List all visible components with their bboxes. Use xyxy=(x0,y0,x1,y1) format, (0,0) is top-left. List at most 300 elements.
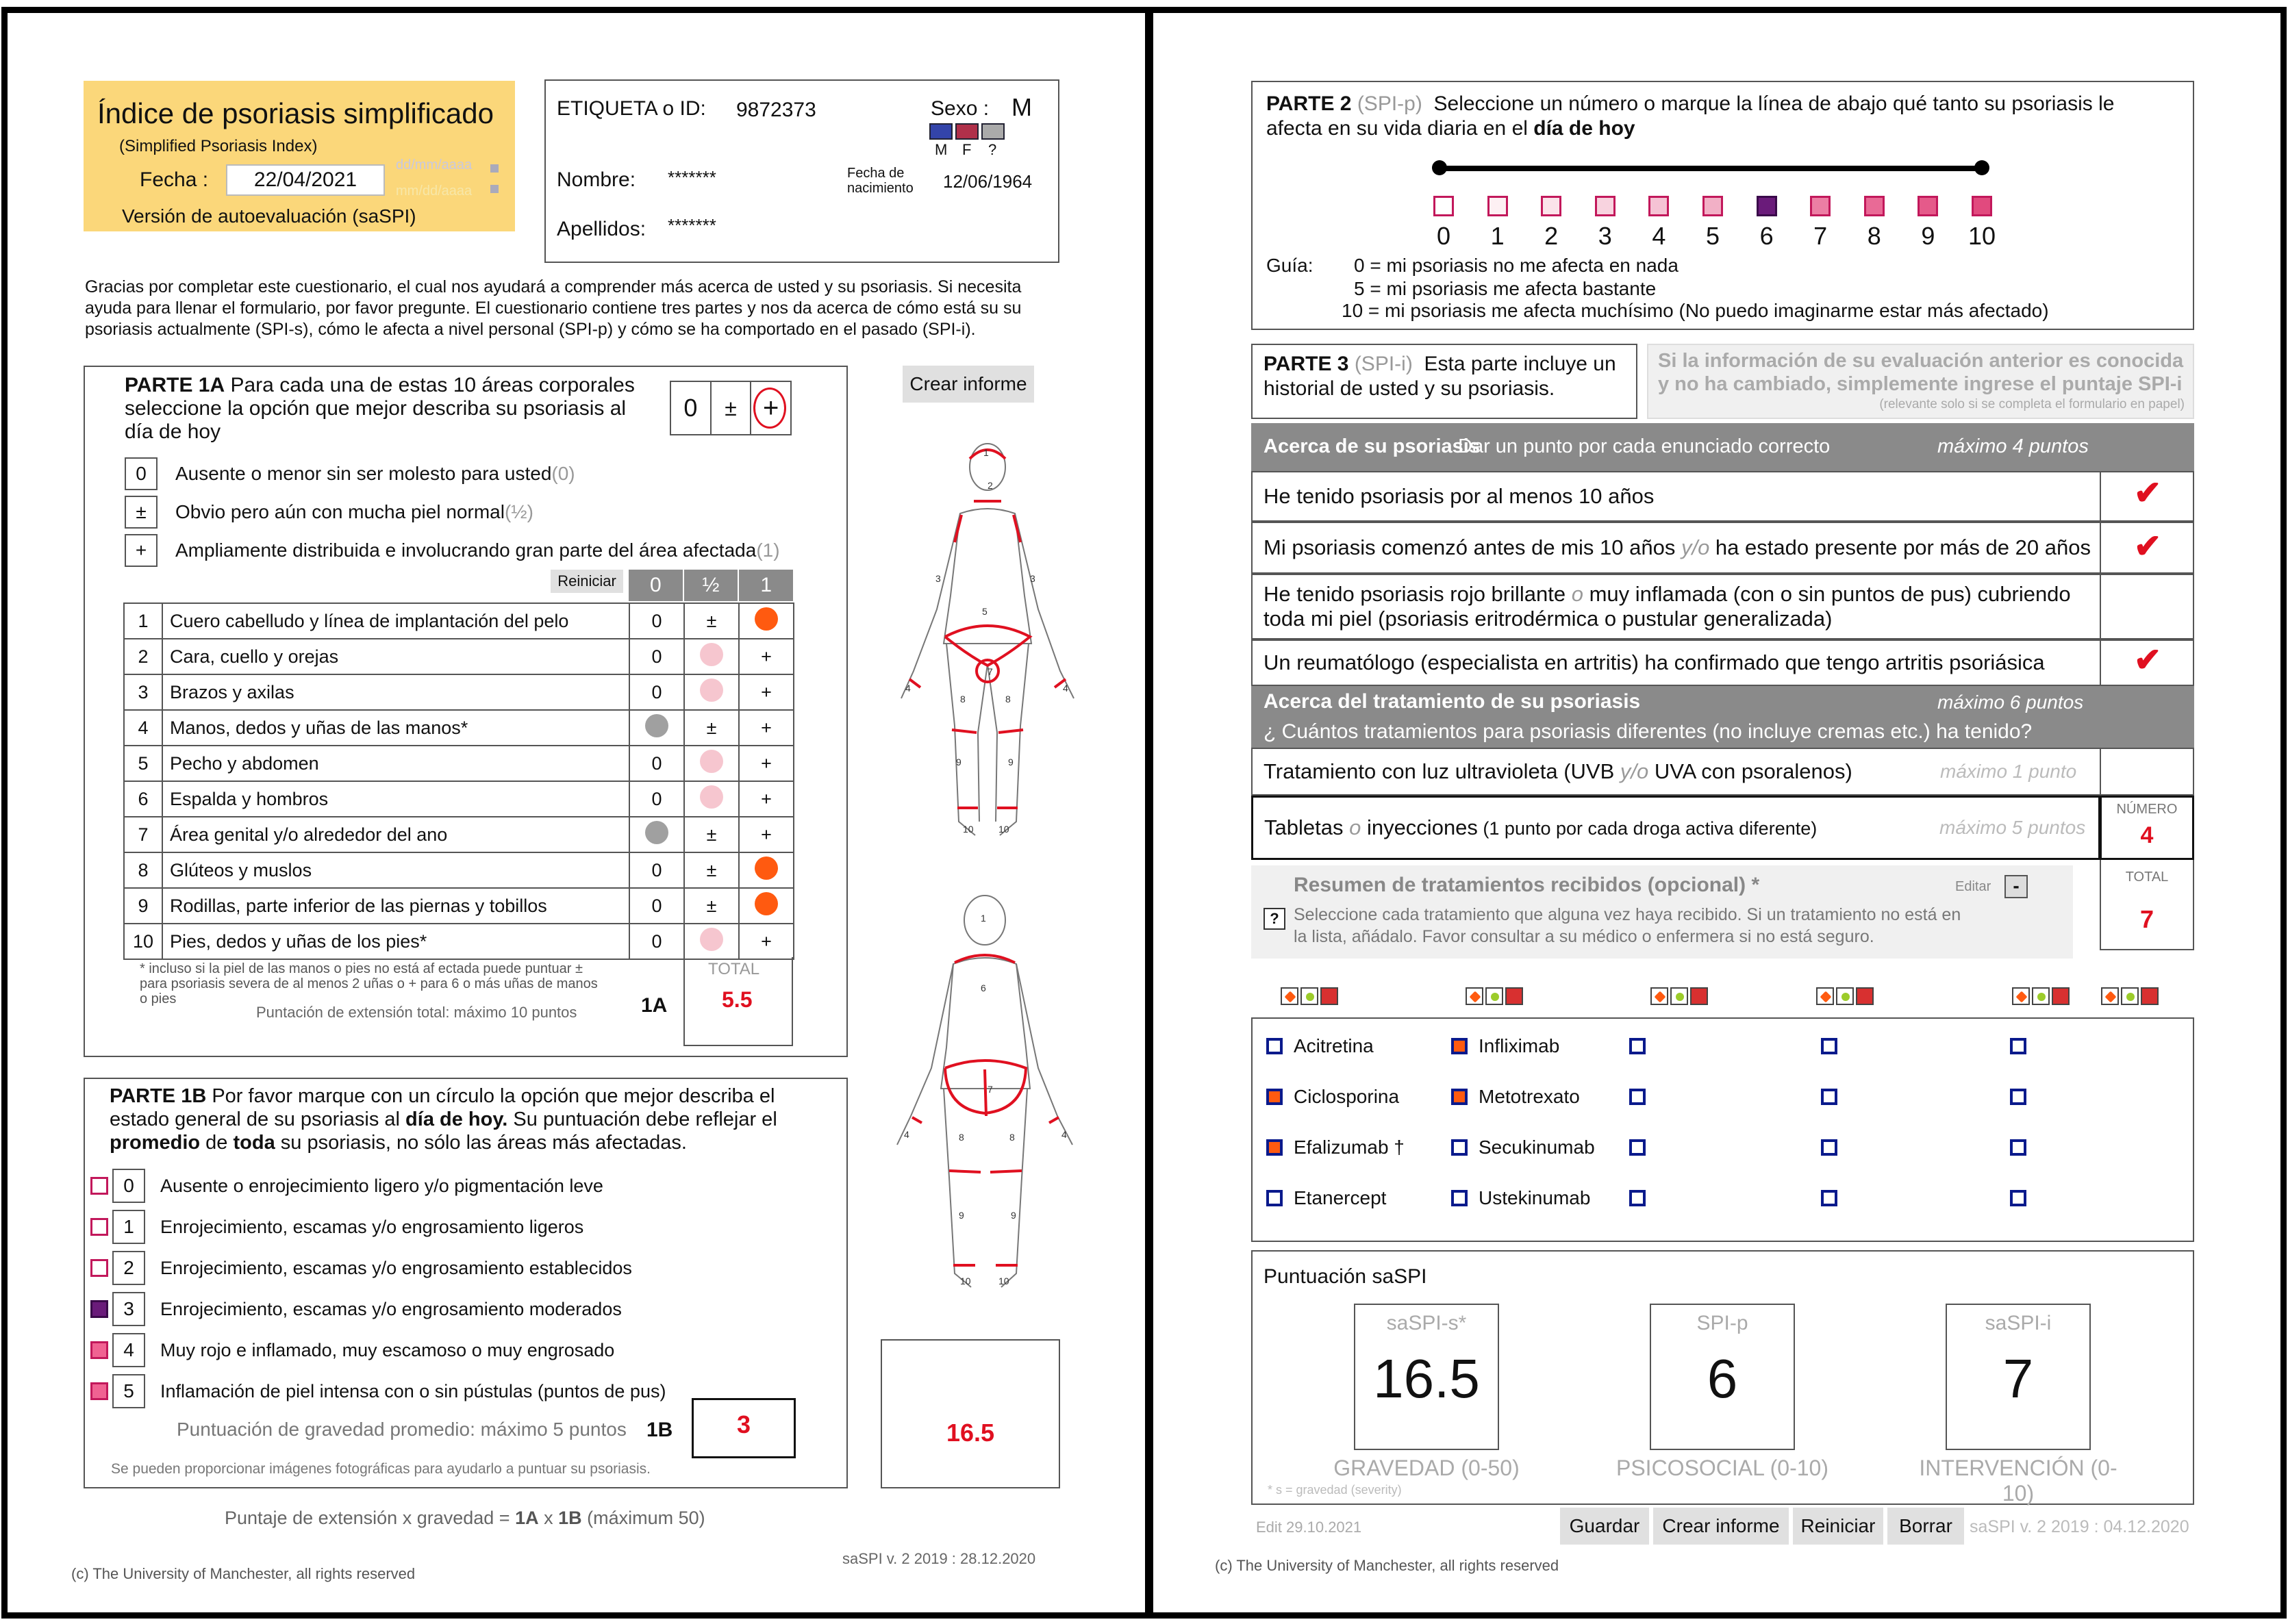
patient-box xyxy=(544,79,1059,263)
vas-option-7[interactable] xyxy=(1810,196,1831,216)
area-option-c[interactable]: + xyxy=(739,674,794,710)
back-right-leg xyxy=(1001,1089,1027,1287)
severity-option[interactable] xyxy=(90,1206,666,1247)
drug-item[interactable] xyxy=(1451,1086,1580,1108)
accept-icon[interactable] xyxy=(1670,987,1688,1005)
score-card-label: SPI-p xyxy=(1696,1312,1748,1334)
vas-option-6[interactable] xyxy=(1757,196,1777,216)
formula-c: x xyxy=(538,1508,559,1528)
area-number: 9 xyxy=(124,888,162,924)
severity-number: 0 xyxy=(112,1169,145,1203)
item-3-text-b: muy inflamada (con o sin puntos de pus) cubriendo toda mi piel (psoriasis eritrodérmica o pustular generalizada) xyxy=(1264,582,2071,631)
tool-glyph xyxy=(2105,991,2117,1003)
uv-text-a: Tratamiento con luz ultravioleta (UVB xyxy=(1264,759,1620,783)
item-3-text-wrap xyxy=(1264,582,2099,631)
tablets-text-wrap xyxy=(1264,815,1817,840)
part1b-value[interactable]: 3 xyxy=(692,1398,796,1458)
part1a-total-box xyxy=(683,957,793,1046)
tablets-max: máximo 5 puntos xyxy=(1939,817,2086,838)
severity-radio[interactable] xyxy=(90,1382,108,1400)
front-shoulder-mark-r xyxy=(1014,515,1020,542)
part2-desc-bold: día de hoy xyxy=(1533,117,1635,140)
sec2-header xyxy=(1251,686,2194,748)
area-number: 4 xyxy=(124,710,162,746)
back-region-label: 1 xyxy=(981,913,986,924)
uv-checkbox[interactable] xyxy=(2100,748,2194,796)
vas-end-left xyxy=(1432,160,1447,175)
drug-name: Acitretina xyxy=(1294,1035,1374,1056)
move-icon[interactable] xyxy=(1650,987,1668,1005)
move-icon[interactable] xyxy=(1281,987,1298,1005)
save-button[interactable]: Guardar xyxy=(1560,1508,1649,1545)
accept-icon[interactable] xyxy=(1836,987,1854,1005)
selected-dot-half[interactable] xyxy=(700,785,723,809)
drug-checkbox[interactable] xyxy=(1266,1190,1283,1206)
drug-checkbox[interactable] xyxy=(1451,1038,1468,1054)
area-option-b[interactable] xyxy=(684,781,739,817)
vas-option-4[interactable] xyxy=(1648,196,1669,216)
severity-radio[interactable] xyxy=(90,1259,108,1277)
drug-item[interactable] xyxy=(1451,1035,1559,1057)
part1a-heading xyxy=(125,374,645,444)
treatment-tools xyxy=(2101,987,2161,1005)
front-region-label: 3 xyxy=(935,573,941,584)
area-option-a[interactable]: 0 xyxy=(629,746,684,781)
front-shoulder-mark-l xyxy=(955,515,961,542)
empty-drug-checkbox[interactable] xyxy=(1629,1190,1646,1206)
area-name: Glúteos y muslos xyxy=(162,852,629,888)
part1a-total-value[interactable]: 5.5 xyxy=(722,987,753,1012)
sex-label: Sexo : xyxy=(931,97,990,120)
selected-dot-0[interactable] xyxy=(645,821,668,844)
drug-item[interactable] xyxy=(1266,1137,1405,1158)
part2-title: PARTE 2 xyxy=(1266,92,1352,115)
scale-plusminus[interactable]: ± xyxy=(712,382,752,434)
part2-code: (SPI-p) xyxy=(1357,92,1422,115)
summary-box xyxy=(1251,865,2073,959)
body-back-diagram xyxy=(878,890,1083,1301)
area-row xyxy=(124,852,794,888)
vas-end-right xyxy=(1974,160,1989,175)
selected-dot-1[interactable] xyxy=(755,857,778,880)
page-subtitle: (Simplified Psoriasis Index) xyxy=(119,137,318,155)
area-option-c[interactable]: + xyxy=(739,746,794,781)
scale-0[interactable]: 0 xyxy=(671,382,712,434)
part2-desc: Seleccione un número o marque la línea de abajo qué tanto su psoriasis le afecta en su vida diaria en el xyxy=(1266,92,2115,140)
guide-label: Guía: xyxy=(1266,255,1313,276)
vas-number: 7 xyxy=(1813,222,1828,250)
empty-drug-checkbox[interactable] xyxy=(1821,1190,1837,1206)
part1a-footnote: * incluso si la piel de las manos o pies no está af ectada puede puntuar ± para psoriasis severa de al menos 2 uñas o + para 6 o más uñas de manos o pies xyxy=(140,961,598,1006)
sec1-max: máximo 4 puntos xyxy=(1937,435,2089,457)
drug-checkbox[interactable] xyxy=(1266,1038,1283,1054)
back-neck-mark xyxy=(955,955,1015,963)
selected-dot-1[interactable] xyxy=(755,892,778,915)
reset-form-button[interactable]: Reiniciar xyxy=(1793,1508,1883,1545)
legend-value: (1) xyxy=(756,540,780,561)
empty-drug-checkbox[interactable] xyxy=(2010,1139,2026,1156)
area-option-a[interactable]: 0 xyxy=(629,781,684,817)
back-region-label: 9 xyxy=(1011,1210,1016,1221)
area-option-a[interactable] xyxy=(629,710,684,746)
severity-option[interactable] xyxy=(90,1330,666,1371)
right-version: saSPI v. 2 2019 : 04.12.2020 xyxy=(1970,1517,2189,1536)
sex-f-button[interactable] xyxy=(955,123,979,140)
left-version: saSPI v. 2 2019 : 28.12.2020 xyxy=(842,1550,1036,1567)
header-panel xyxy=(84,81,515,231)
area-name: Cuero cabelludo y línea de implantación del pelo xyxy=(162,603,629,639)
areas-table xyxy=(123,602,794,960)
legend-symbol: + xyxy=(125,534,158,567)
sec2-question: ¿ Cuántos tratamientos para psoriasis diferentes (no incluye cremas etc.) ha tenido? xyxy=(1264,720,2033,743)
severity-number: 1 xyxy=(112,1210,145,1244)
area-row xyxy=(124,603,794,639)
area-option-c[interactable] xyxy=(739,888,794,924)
vas-option-1[interactable] xyxy=(1487,196,1508,216)
drug-item[interactable] xyxy=(1266,1035,1374,1057)
severity-option[interactable] xyxy=(90,1371,666,1412)
back-region-label: 4 xyxy=(1061,1129,1067,1140)
tool-glyph xyxy=(2057,993,2065,1001)
back-left-leg xyxy=(944,1089,971,1287)
edit-label: Editar xyxy=(1955,879,1991,894)
vas-option-5[interactable] xyxy=(1702,196,1723,216)
score-card-caption: INTERVENCIÓN (0-10) xyxy=(1919,1456,2117,1506)
vas-number: 5 xyxy=(1705,222,1720,250)
selected-dot-half[interactable] xyxy=(700,928,723,951)
formula-e: (máximum 50) xyxy=(581,1508,705,1528)
part3-note-box xyxy=(1647,344,2194,419)
number-box[interactable] xyxy=(2100,796,2194,860)
area-option-c[interactable]: + xyxy=(739,781,794,817)
sex-value[interactable]: M xyxy=(1011,93,1032,121)
photo-note: Se pueden proporcionar imágenes fotográficas para ayudarlo a puntuar su psoriasis. xyxy=(111,1461,651,1477)
part3-total-box xyxy=(2100,860,2194,950)
vas-option-8[interactable] xyxy=(1864,196,1885,216)
vas-option-10[interactable] xyxy=(1972,196,1992,216)
part1b-title: PARTE 1B xyxy=(110,1085,207,1107)
area-name: Rodillas, parte inferior de las piernas y tobillos xyxy=(162,888,629,924)
front-region-label: 4 xyxy=(1063,683,1068,694)
part1b-desc-bold-2: promedio xyxy=(110,1132,201,1154)
vas-option-9[interactable] xyxy=(1918,196,1938,216)
formula-b: 1A xyxy=(515,1508,539,1528)
area-number: 1 xyxy=(124,603,162,639)
front-region-label: 3 xyxy=(1030,573,1035,584)
empty-drug-checkbox[interactable] xyxy=(1629,1139,1646,1156)
scale-plus[interactable]: + xyxy=(763,393,779,423)
area-option-a[interactable] xyxy=(629,817,684,852)
accept-icon[interactable] xyxy=(2032,987,2050,1005)
selected-dot-half[interactable] xyxy=(700,643,723,666)
move-icon[interactable] xyxy=(2012,987,2030,1005)
remove-icon[interactable] xyxy=(1505,987,1523,1005)
vas-option-3[interactable] xyxy=(1595,196,1616,216)
item-2[interactable] xyxy=(1251,522,2194,574)
remove-icon[interactable] xyxy=(1320,987,1338,1005)
drug-item[interactable] xyxy=(1266,1187,1386,1209)
create-report-button[interactable]: Crear informe xyxy=(1653,1508,1789,1545)
area-name: Pecho y abdomen xyxy=(162,746,629,781)
vas-number: 9 xyxy=(1921,222,1935,250)
vas-number: 8 xyxy=(1867,222,1881,250)
area-number: 3 xyxy=(124,674,162,710)
drug-checkbox[interactable] xyxy=(1451,1190,1468,1206)
area-option-a[interactable]: 0 xyxy=(629,924,684,959)
empty-drug-checkbox[interactable] xyxy=(2010,1190,2026,1206)
area-option-b[interactable]: ± xyxy=(684,817,739,852)
vas-line[interactable] xyxy=(1440,166,1981,171)
date-input[interactable]: 22/04/2021 xyxy=(226,164,385,196)
back-right-arm xyxy=(1016,964,1072,1145)
vas-option-0[interactable] xyxy=(1433,196,1454,216)
item-2-text-b: ha estado presente por más de 20 años xyxy=(1709,535,2091,559)
uv-max: máximo 1 punto xyxy=(1940,761,2077,782)
area-option-a[interactable]: 0 xyxy=(629,852,684,888)
part1b-tag: 1B xyxy=(646,1419,673,1441)
drugs-box xyxy=(1251,1017,2194,1242)
drug-name: Ustekinumab xyxy=(1479,1187,1591,1208)
severity-option[interactable] xyxy=(90,1289,666,1330)
empty-drug-checkbox[interactable] xyxy=(1821,1089,1837,1105)
reset-button[interactable]: Reiniciar xyxy=(551,570,623,593)
area-option-b[interactable]: ± xyxy=(684,603,739,639)
part1b-box xyxy=(84,1078,848,1488)
part3-desc: Esta parte incluye un historial de usted y su psoriasis. xyxy=(1264,353,1616,400)
move-icon[interactable] xyxy=(2101,987,2119,1005)
drug-item[interactable] xyxy=(1266,1086,1399,1108)
legend-text-wrap xyxy=(175,501,533,523)
selected-dot-half[interactable] xyxy=(700,750,723,773)
area-option-c[interactable]: + xyxy=(739,817,794,852)
sex-f-label: F xyxy=(962,141,972,158)
area-name: Área genital y/o alrededor del ano xyxy=(162,817,629,852)
part1b-caption: Puntuación de gravedad promedio: máximo 5 puntos xyxy=(177,1419,627,1440)
part3-heading xyxy=(1264,352,1633,401)
sex-q-label: ? xyxy=(988,141,997,158)
check-2[interactable]: ✔ xyxy=(2134,529,2162,565)
front-region-label: 5 xyxy=(982,606,988,617)
drug-name: Secukinumab xyxy=(1479,1137,1595,1158)
part1b-desc-bold-3: toda xyxy=(233,1132,275,1154)
guide-5: 5 = mi psoriasis me afecta bastante xyxy=(1354,278,1657,299)
drug-checkbox[interactable] xyxy=(1451,1089,1468,1105)
vas-number: 10 xyxy=(1968,222,1996,250)
accept-icon[interactable] xyxy=(2121,987,2139,1005)
col-0: 0 xyxy=(629,570,684,601)
uv-text-b: UVA con psoralenos) xyxy=(1648,759,1852,783)
selected-dot-0[interactable] xyxy=(645,714,668,737)
back-region-label: 8 xyxy=(959,1132,964,1143)
remove-icon[interactable] xyxy=(2141,987,2159,1005)
area-option-b[interactable]: ± xyxy=(684,888,739,924)
severity-radio[interactable] xyxy=(90,1218,108,1236)
empty-drug-checkbox[interactable] xyxy=(1821,1038,1837,1054)
item-3[interactable] xyxy=(1251,574,2194,639)
formula xyxy=(225,1508,705,1529)
score-card-caption: PSICOSOCIAL (0-10) xyxy=(1616,1456,1828,1480)
remove-icon[interactable] xyxy=(1856,987,1874,1005)
area-number: 7 xyxy=(124,817,162,852)
score-card xyxy=(1354,1304,1499,1450)
vas-number: 1 xyxy=(1490,222,1505,250)
drug-item[interactable] xyxy=(1451,1187,1590,1209)
drug-checkbox[interactable] xyxy=(1266,1139,1283,1156)
severity-radio[interactable] xyxy=(90,1300,108,1318)
selected-dot-1[interactable] xyxy=(755,607,778,631)
surname-value[interactable]: ******* xyxy=(668,215,716,236)
drug-list xyxy=(1259,1028,2184,1234)
tablets-text-c: (1 punto por cada droga activa diferente) xyxy=(1477,818,1818,839)
area-number: 10 xyxy=(124,924,162,959)
tool-glyph xyxy=(1820,991,1832,1003)
back-region-label: 8 xyxy=(1009,1132,1015,1143)
severity-number: 3 xyxy=(112,1292,145,1326)
area-option-b[interactable] xyxy=(684,639,739,674)
area-option-c[interactable]: + xyxy=(739,710,794,746)
empty-drug-checkbox[interactable] xyxy=(1629,1038,1646,1054)
front-region-label: 9 xyxy=(1008,757,1014,767)
area-option-b[interactable] xyxy=(684,924,739,959)
area-option-b[interactable]: ± xyxy=(684,852,739,888)
uv-row[interactable] xyxy=(1251,748,2100,796)
severity-text: Inflamación de piel intensa con o sin pústulas (puntos de pus) xyxy=(160,1380,666,1401)
item-3-text-a: He tenido psoriasis rojo brillante xyxy=(1264,582,1572,606)
dob-value[interactable]: 12/06/1964 xyxy=(943,171,1033,192)
part1b-desc-2: Su puntuación debe reflejar el xyxy=(507,1108,777,1130)
area-option-b[interactable] xyxy=(684,674,739,710)
summary-title: Resumen de tratamientos recibidos (opcional) * xyxy=(1294,874,1760,896)
formula-d: 1B xyxy=(558,1508,582,1528)
severity-option[interactable] xyxy=(90,1165,666,1206)
empty-drug-checkbox[interactable] xyxy=(1629,1089,1646,1105)
date-toggle-1[interactable] xyxy=(490,164,499,173)
area-name: Brazos y axilas xyxy=(162,674,629,710)
vas-option-2[interactable] xyxy=(1541,196,1561,216)
score-card-value: 7 xyxy=(2002,1348,2034,1409)
back-cleft-mark xyxy=(985,1069,986,1116)
back-region-label: 9 xyxy=(959,1210,964,1221)
part1b-options xyxy=(90,1165,666,1412)
tablets-row[interactable] xyxy=(1251,796,2100,860)
item-2-text-a: Mi psoriasis comenzó antes de mis 10 años xyxy=(1264,535,1681,559)
score-card-value: 16.5 xyxy=(1373,1348,1480,1409)
drug-checkbox[interactable] xyxy=(1266,1089,1283,1105)
delete-button[interactable]: Borrar xyxy=(1887,1508,1964,1545)
area-row xyxy=(124,639,794,674)
intro-text: Gracias por completar este cuestionario, el cual nos ayudará a comprender más acerca de usted y su psoriasis. Si necesita ayuda para llenar el formulario, por favor pregunte. El cuestionario contiene tres partes y nos da acerca de cómo está su su psoriasis actualmente (SPI-s), cómo le afecta a nivel personal (SPI-p) y cómo se ha comportado en el pasado (SPI-i). xyxy=(85,277,1022,339)
tablets-text-b: inyecciones xyxy=(1361,815,1478,839)
legend-text: Ampliamente distribuida e involucrando gran parte del área afectada xyxy=(175,540,757,561)
item-4[interactable] xyxy=(1251,639,2194,686)
name-value[interactable]: ******* xyxy=(668,167,716,188)
check-4[interactable]: ✔ xyxy=(2134,642,2162,678)
id-value[interactable]: 9872373 xyxy=(736,99,816,121)
create-report-button-left[interactable]: Crear informe xyxy=(903,366,1034,403)
front-region-label: 10 xyxy=(963,824,974,835)
area-option-a[interactable]: 0 xyxy=(629,603,684,639)
page-title: Índice de psoriasis simplificado xyxy=(97,97,494,129)
col-half: ½ xyxy=(684,570,740,601)
part1b-desc-4: su psoriasis, no sólo las áreas más afectadas. xyxy=(275,1132,687,1154)
severity-text: Ausente o enrojecimiento ligero y/o pigmentación leve xyxy=(160,1175,603,1196)
severity-radio[interactable] xyxy=(90,1341,108,1359)
area-option-c[interactable]: + xyxy=(739,924,794,959)
sex-m-button[interactable] xyxy=(929,123,953,140)
tool-glyph xyxy=(1696,993,1704,1001)
legend-text-wrap xyxy=(175,540,780,561)
remove-icon[interactable] xyxy=(1690,987,1708,1005)
empty-drug-checkbox[interactable] xyxy=(2010,1089,2026,1105)
score-box xyxy=(1251,1250,2194,1505)
front-inner-legs xyxy=(978,664,997,822)
severity-option[interactable] xyxy=(90,1247,666,1289)
item-2-or: y/o xyxy=(1681,535,1710,559)
area-name: Manos, dedos y uñas de las manos* xyxy=(162,710,629,746)
check-1[interactable]: ✔ xyxy=(2134,475,2162,511)
area-option-c[interactable]: + xyxy=(739,639,794,674)
area-option-c[interactable] xyxy=(739,603,794,639)
move-icon[interactable] xyxy=(1466,987,1483,1005)
area-option-c[interactable] xyxy=(739,852,794,888)
accept-icon[interactable] xyxy=(1485,987,1503,1005)
legend-item xyxy=(125,531,780,570)
empty-drug-checkbox[interactable] xyxy=(2010,1038,2026,1054)
empty-drug-checkbox[interactable] xyxy=(1821,1139,1837,1156)
score-card xyxy=(1946,1304,2091,1450)
tool-glyph xyxy=(1655,991,1666,1003)
accept-icon[interactable] xyxy=(1300,987,1318,1005)
formula-a: Puntaje de extensión x gravedad = xyxy=(225,1508,516,1528)
remove-icon[interactable] xyxy=(2052,987,2070,1005)
item-3-or: o xyxy=(1571,582,1583,606)
area-number: 5 xyxy=(124,746,162,781)
tool-glyph xyxy=(2037,993,2046,1001)
area-option-b[interactable]: ± xyxy=(684,710,739,746)
area-option-a[interactable]: 0 xyxy=(629,639,684,674)
area-option-a[interactable]: 0 xyxy=(629,888,684,924)
back-torso xyxy=(941,958,1030,1089)
drug-item[interactable] xyxy=(1451,1137,1595,1158)
item-1[interactable] xyxy=(1251,471,2194,522)
tool-glyph xyxy=(2146,993,2154,1001)
back-elbow-mark xyxy=(912,1117,1059,1123)
date-label: Fecha : xyxy=(140,168,209,191)
front-right-arm xyxy=(1015,513,1074,698)
severity-text: Muy rojo e inflamado, muy escamoso o muy engrosado xyxy=(160,1339,615,1360)
sex-unknown-button[interactable] xyxy=(981,123,1005,140)
tool-glyph xyxy=(1470,991,1481,1003)
part1a-total-caption: Puntación de extensión total: máximo 10 puntos xyxy=(256,1004,577,1021)
tablets-or: o xyxy=(1349,815,1361,839)
edit-date: Edit 29.10.2021 xyxy=(1256,1519,1362,1536)
severity-radio[interactable] xyxy=(90,1177,108,1195)
selected-dot-half[interactable] xyxy=(700,678,723,702)
vas-number: 3 xyxy=(1598,222,1612,250)
item-4-text: Un reumatólogo (especialista en artritis) ha confirmado que tengo artritis psoriásica xyxy=(1264,650,2045,674)
collapse-button[interactable]: - xyxy=(2004,875,2028,898)
move-icon[interactable] xyxy=(1816,987,1834,1005)
front-region-label: 7 xyxy=(988,666,993,677)
area-row xyxy=(124,888,794,924)
area-option-b[interactable] xyxy=(684,746,739,781)
help-button[interactable]: ? xyxy=(1264,908,1285,930)
date-toggle-2[interactable] xyxy=(490,185,499,193)
area-row xyxy=(124,674,794,710)
area-option-a[interactable]: 0 xyxy=(629,674,684,710)
number-value[interactable]: 4 xyxy=(2140,822,2154,848)
drug-checkbox[interactable] xyxy=(1451,1139,1468,1156)
